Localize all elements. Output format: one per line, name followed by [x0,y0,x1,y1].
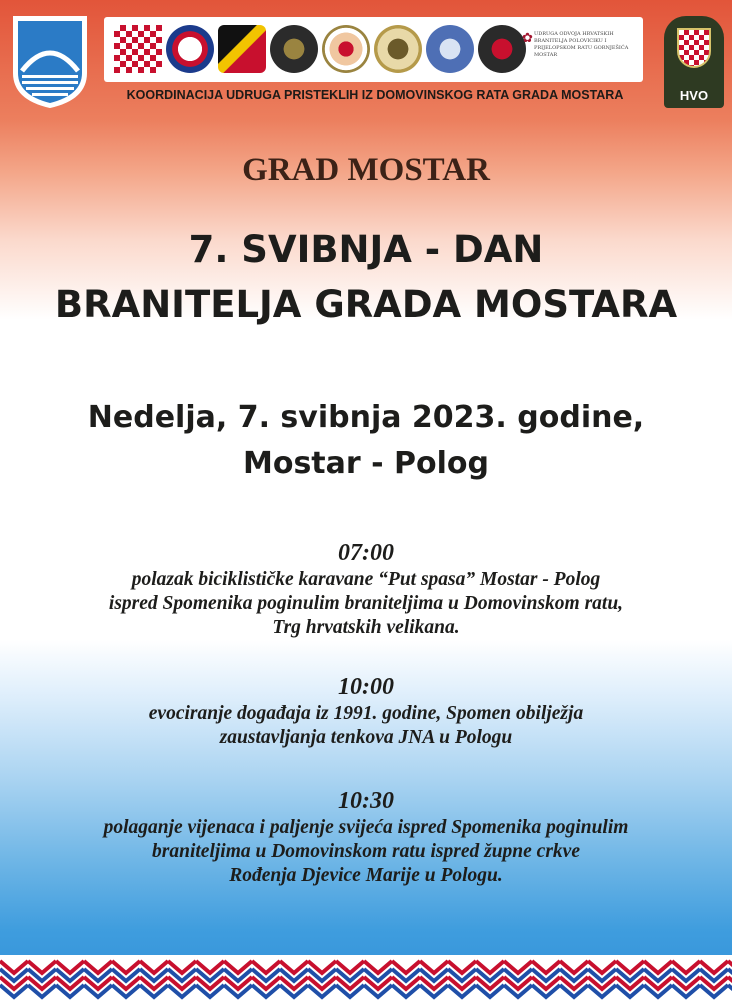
schedule-description-line: evociranje događaja iz 1991. godine, Spomen obilježja [148,703,584,724]
event-location: Mostar - Polog [242,446,489,481]
event-date: Nedelja, 7. svibnja 2023. godine, [87,400,645,435]
chequy-shield-icon [677,28,711,68]
mostar-coat-of-arms-icon [12,15,88,109]
schedule-time: 10:30 [338,788,394,814]
schedule-time: 07:00 [338,540,394,566]
association-badges-banner [104,17,643,82]
chequerboard-badge-icon [114,25,162,73]
event-title-line-2: BRANITELJA GRADA MOSTARA [54,283,678,326]
schedule-time: 10:00 [338,674,394,700]
schedule-item-1000 [0,672,732,750]
rose-icon: ✿ [522,31,533,46]
event-title-line-1: 7. SVIBNJA - DAN [188,228,544,271]
hvo-emblem-icon [664,16,724,108]
hvo-association-badge-icon [322,25,370,73]
schedule-item-1030 [0,786,732,888]
veterans-association-badge-icon [166,25,214,73]
schedule-description-line: ispred Spomenika poginulim braniteljima u Domovinskom ratu, [108,593,624,614]
schedule-description-line: Rođenja Djevice Marije u Pologu. [229,865,503,886]
small-association-text: ✿ UDRUGA ODVOJA HRVATSKIH BRANITELJA POLOVICIKU I PRIJELOPSKOM RATU GORNJEŠIĆA MOSTAR [522,31,629,58]
schedule-description-line: Trg hrvatskih velikana. [272,617,460,638]
schedule-description-line: polaganje vijenaca i paljenje svijeća ispred Spomenika poginulim [103,817,629,838]
schedule-item-0700 [0,538,732,640]
schedule-description-line: polazak biciklističke karavane “Put spasa” Mostar - Polog [131,569,601,590]
schedule-description-line: zaustavljanja tenkova JNA u Pologu [219,727,513,748]
gold-seal-badge-icon [374,25,422,73]
braid-pattern-icon [0,955,732,1000]
city-title: GRAD MOSTAR [242,152,490,188]
schedule-description-line: braniteljima u Domovinskom ratu ispred župne crkve [152,841,580,862]
coordination-heading: KOORDINACIJA UDRUGA PRISTEKLIH IZ DOMOVINSKOG RATA GRADA MOSTARA [126,88,624,102]
croatian-braid-ribbon [0,955,732,1000]
unit-shield-badge-icon [218,25,266,73]
police-association-badge-icon [426,25,474,73]
military-badge-icon [270,25,318,73]
hvo-label: HVO [679,88,709,103]
croatian-shield-badge-icon [478,25,526,73]
